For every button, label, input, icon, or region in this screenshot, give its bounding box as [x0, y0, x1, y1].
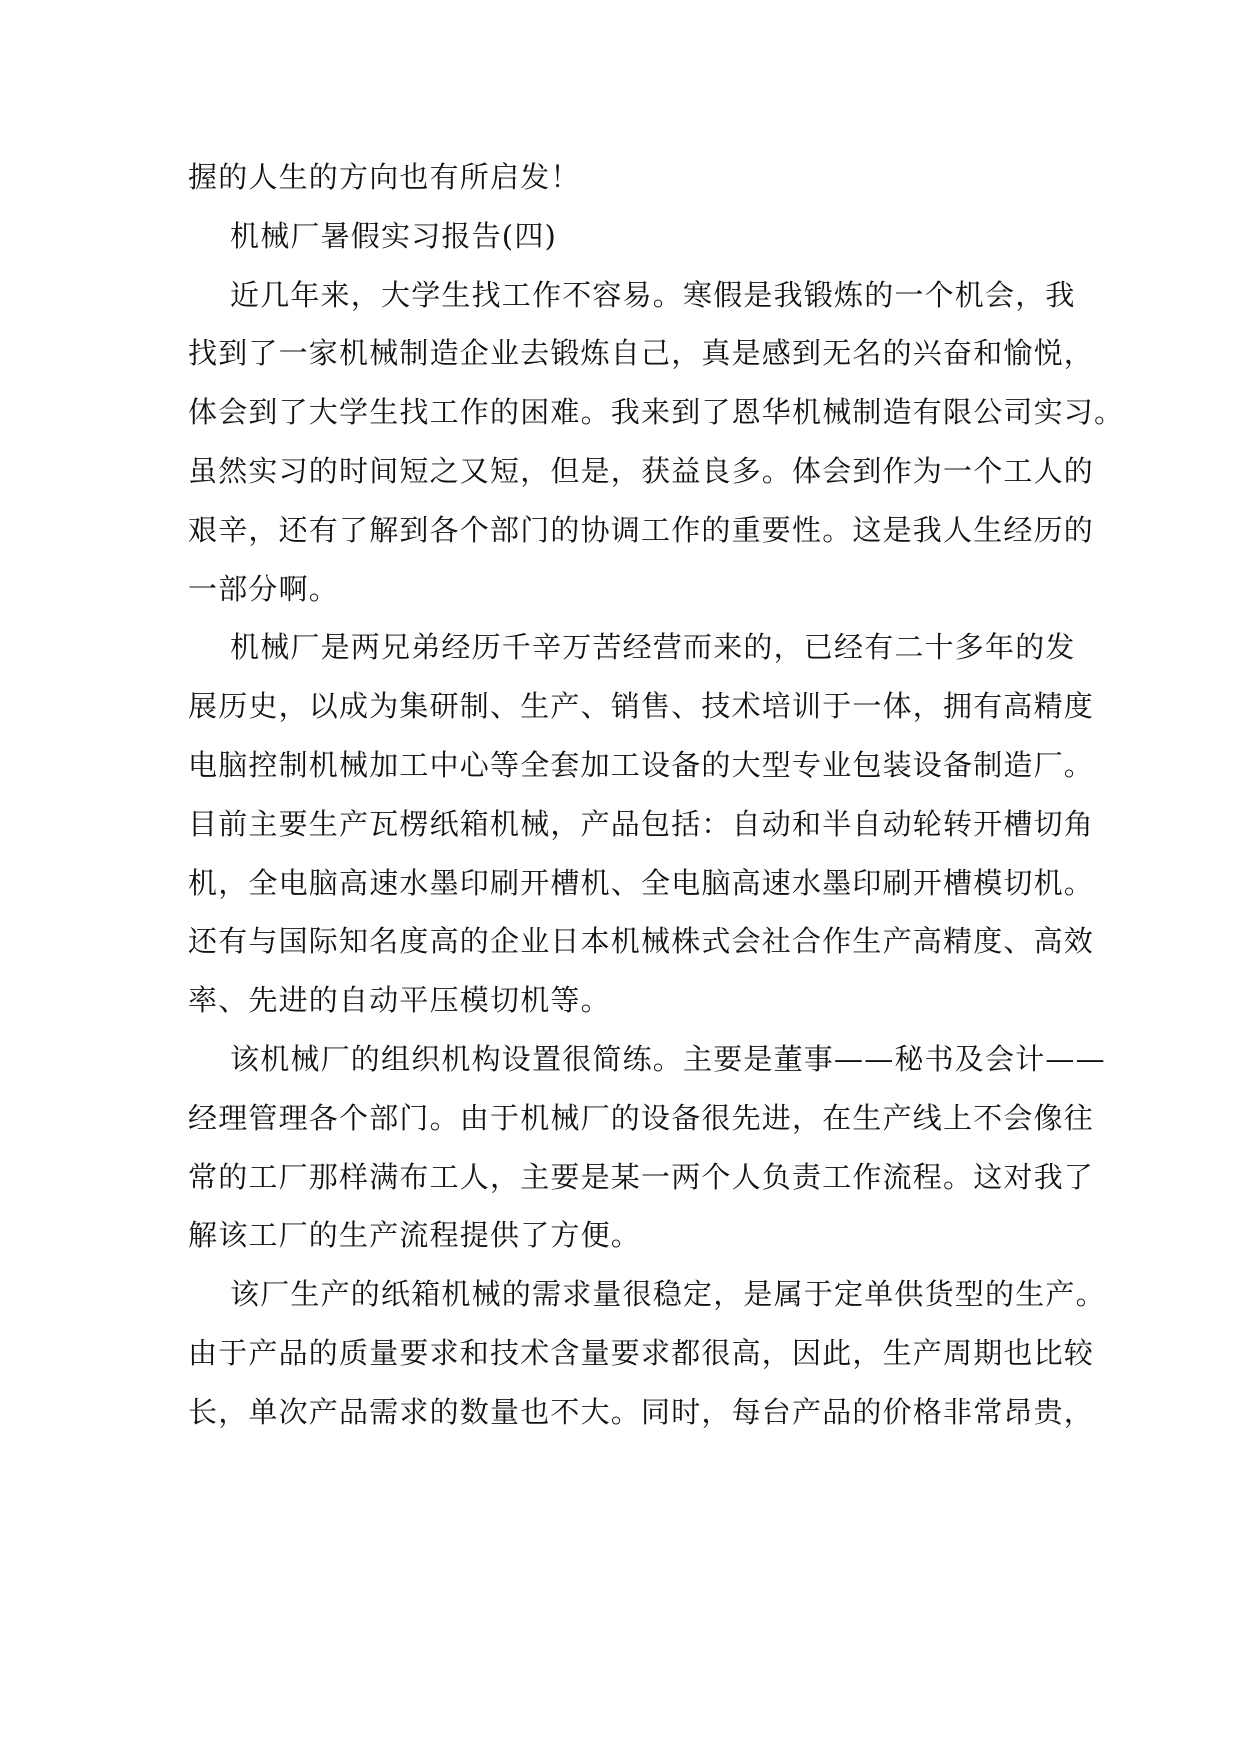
- text-line: 虽然实习的时间短之又短，但是，获益良多。体会到作为一个工人的: [188, 453, 1095, 488]
- heading-text: 机械厂暑假实习报告(四): [230, 218, 558, 253]
- text-line: 握的人生的方向也有所启发！: [188, 160, 581, 194]
- paragraph-intro: [188, 266, 1125, 619]
- text-line: 常的工厂那样满布工人，主要是某一两个人负责工作流程。这对我了: [188, 1159, 1095, 1194]
- paragraph-organization: [188, 1030, 1106, 1265]
- text-line: 该厂生产的纸箱机械的需求量很稳定，是属于定单供货型的生产。: [230, 1277, 1106, 1312]
- section-heading: [188, 207, 1068, 266]
- text-line: 机械厂是两兄弟经历千辛万苦经营而来的，已经有二十多年的发: [230, 630, 1076, 665]
- document-body: [188, 148, 1125, 1442]
- text-line: 长，单次产品需求的数量也不大。同时，每台产品的价格非常昂贵，: [188, 1394, 1095, 1429]
- text-line: 艰辛，还有了解到各个部门的协调工作的重要性。这是我人生经历的: [188, 512, 1095, 547]
- text-line: 近几年来，大学生找工作不容易。寒假是我锻炼的一个机会，我: [230, 277, 1076, 312]
- text-line: 展历史，以成为集研制、生产、销售、技术培训于一体，拥有高精度: [188, 689, 1095, 724]
- text-line: 找到了一家机械制造企业去锻炼自己，真是感到无名的兴奋和愉悦，: [188, 336, 1095, 371]
- text-line: 该机械厂的组织机构设置很简练。主要是董事——秘书及会计——: [230, 1041, 1106, 1076]
- text-line: 解该工厂的生产流程提供了方便。: [188, 1218, 642, 1253]
- text-line: 率、先进的自动平压模切机等。: [188, 983, 611, 1018]
- text-line: 由于产品的质量要求和技术含量要求都很高，因此，生产周期也比较: [188, 1335, 1095, 1370]
- paragraph-factory-history: [188, 618, 1095, 1030]
- text-line: 一部分啊。: [188, 571, 340, 606]
- text-line: 还有与国际知名度高的企业日本机械株式会社合作生产高精度、高效: [188, 924, 1095, 959]
- text-line: 经理管理各个部门。由于机械厂的设备很先进，在生产线上不会像往: [188, 1100, 1095, 1135]
- text-line: 体会到了大学生找工作的困难。我来到了恩华机械制造有限公司实习。: [188, 395, 1125, 430]
- text-line: 机，全电脑高速水墨印刷开槽机、全电脑高速水墨印刷开槽模切机。: [188, 865, 1095, 900]
- text-line: 目前主要生产瓦楞纸箱机械，产品包括：自动和半自动轮转开槽切角: [188, 806, 1095, 841]
- text-line: 电脑控制机械加工中心等全套加工设备的大型专业包装设备制造厂。: [188, 747, 1095, 782]
- paragraph-production: [188, 1265, 1106, 1441]
- paragraph-continuation: [188, 148, 1068, 207]
